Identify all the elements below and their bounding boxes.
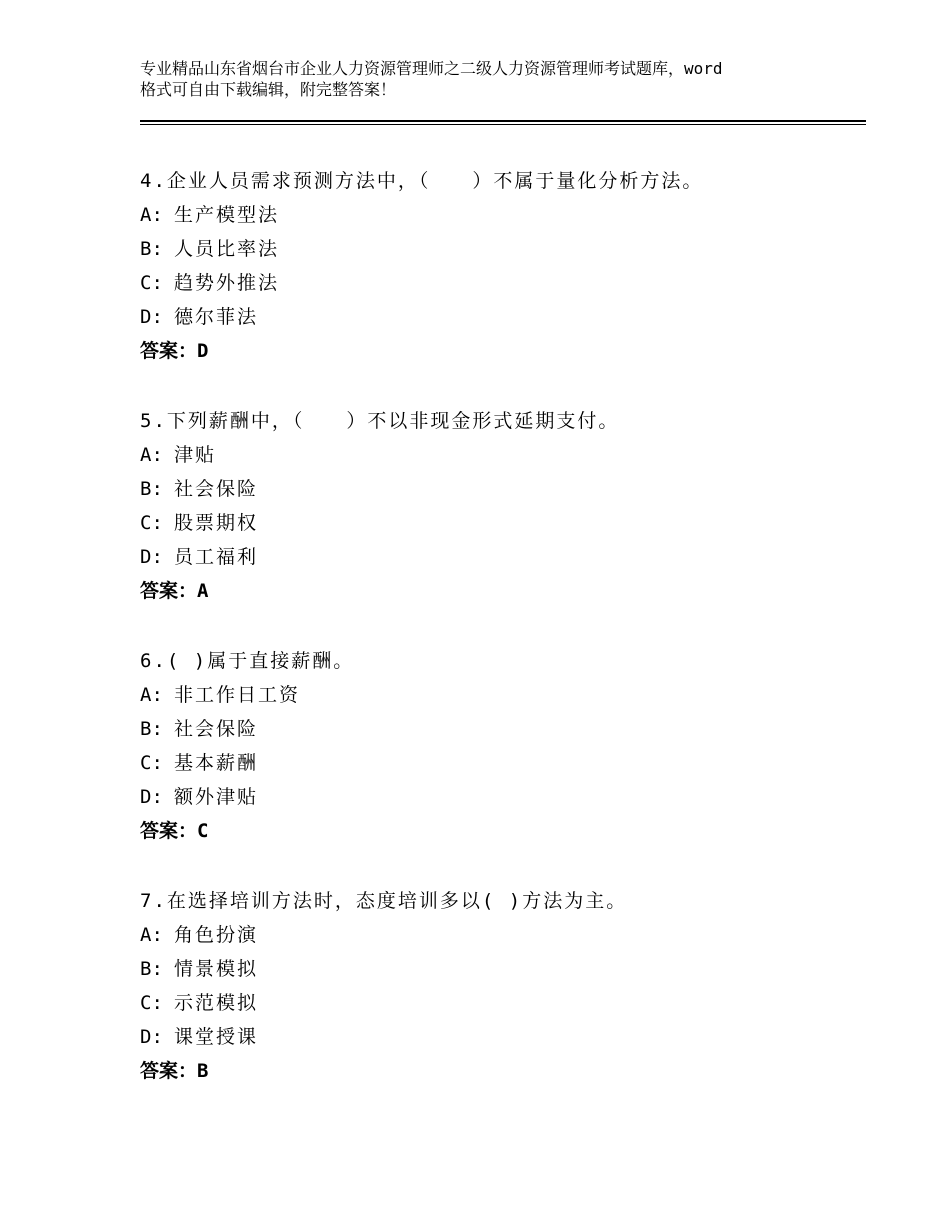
option-c	[140, 266, 866, 300]
option-letter: B:	[140, 718, 163, 740]
option-text: 基本薪酬	[174, 752, 259, 774]
answer-label: 答案：C	[140, 820, 209, 842]
option-text: 员工福利	[174, 546, 259, 568]
option-text: 社会保险	[174, 718, 259, 740]
option-d	[140, 780, 866, 814]
option-a	[140, 438, 866, 472]
option-d	[140, 300, 866, 334]
option-text: 情景模拟	[174, 958, 259, 980]
option-text: 津贴	[174, 444, 217, 466]
option-text: 额外津贴	[174, 786, 259, 808]
option-b	[140, 712, 866, 746]
option-letter: A:	[140, 444, 163, 466]
option-text: 股票期权	[174, 512, 259, 534]
option-text: 非工作日工资	[174, 684, 301, 706]
option-letter: A:	[140, 204, 163, 226]
option-letter: C:	[140, 272, 163, 294]
option-b	[140, 472, 866, 506]
option-c	[140, 746, 866, 780]
option-c	[140, 986, 866, 1020]
option-text: 趋势外推法	[174, 272, 280, 294]
option-a	[140, 198, 866, 232]
question-6	[140, 644, 866, 848]
option-b	[140, 952, 866, 986]
question-stem: 4.企业人员需求预测方法中，（ ）不属于量化分析方法。	[140, 170, 704, 192]
option-text: 课堂授课	[174, 1026, 259, 1048]
header-divider-thick	[140, 120, 866, 122]
option-text: 示范模拟	[174, 992, 259, 1014]
option-a	[140, 678, 866, 712]
option-d	[140, 540, 866, 574]
answer-label: 答案：B	[140, 1060, 209, 1082]
option-a	[140, 918, 866, 952]
option-letter: D:	[140, 306, 163, 328]
option-text: 生产模型法	[174, 204, 280, 226]
option-letter: D:	[140, 786, 163, 808]
question-stem: 5.下列薪酬中，（ ）不以非现金形式延期支付。	[140, 410, 620, 432]
option-text: 角色扮演	[174, 924, 259, 946]
option-d	[140, 1020, 866, 1054]
option-text: 德尔菲法	[174, 306, 259, 328]
question-list	[140, 164, 866, 1088]
option-letter: C:	[140, 512, 163, 534]
option-text: 人员比率法	[174, 238, 280, 260]
option-letter: A:	[140, 684, 163, 706]
option-letter: B:	[140, 958, 163, 980]
option-letter: D:	[140, 546, 163, 568]
option-letter: B:	[140, 238, 163, 260]
question-5	[140, 404, 866, 608]
question-7	[140, 884, 866, 1088]
option-letter: A:	[140, 924, 163, 946]
option-c	[140, 506, 866, 540]
option-letter: B:	[140, 478, 163, 500]
answer-label: 答案：A	[140, 580, 209, 602]
question-4	[140, 164, 866, 368]
answer-label: 答案：D	[140, 340, 209, 362]
header-title-line-1: 专业精品山东省烟台市企业人力资源管理师之二级人力资源管理师考试题库，word	[140, 59, 723, 78]
question-stem: 6.( )属于直接薪酬。	[140, 650, 355, 672]
option-text: 社会保险	[174, 478, 259, 500]
document-header	[140, 58, 840, 100]
header-title-line-2: 格式可自由下载编辑，附完整答案！	[140, 80, 397, 99]
header-divider-thin	[140, 124, 866, 125]
question-stem: 7.在选择培训方法时，态度培训多以( )方法为主。	[140, 890, 628, 912]
option-b	[140, 232, 866, 266]
option-letter: C:	[140, 992, 163, 1014]
option-letter: C:	[140, 752, 163, 774]
option-letter: D:	[140, 1026, 163, 1048]
